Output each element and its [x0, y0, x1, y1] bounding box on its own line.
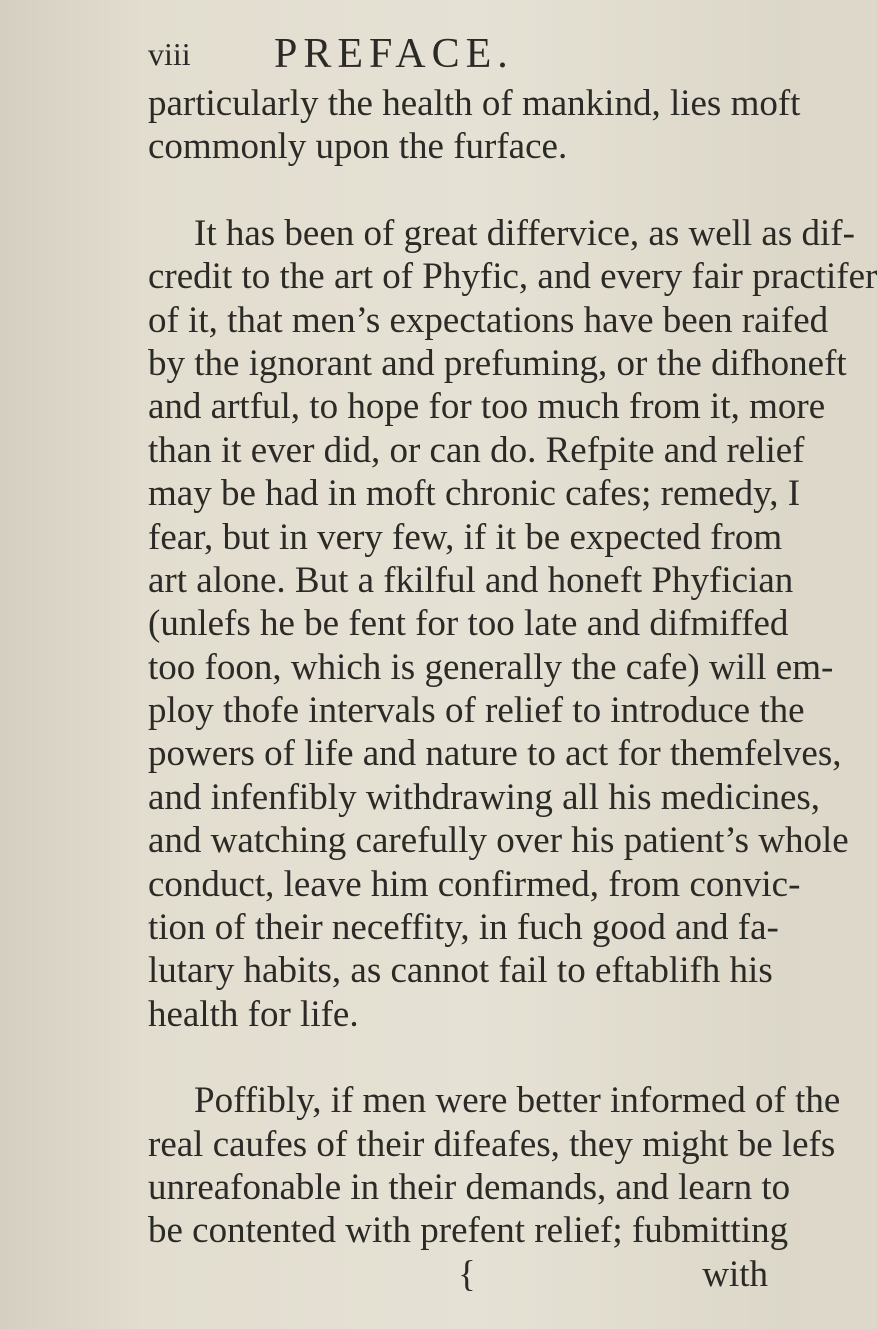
- catchword: with: [702, 1253, 768, 1295]
- text-line: than it ever did, or can do. Refpite and relief: [148, 429, 805, 471]
- text-line: and infenfibly withdrawing all his medicines,: [148, 776, 821, 818]
- text-line: may be had in moft chronic cafes; remedy, I: [148, 473, 801, 515]
- text-line: art alone. But a fkilful and honeft Phyfician: [148, 559, 794, 601]
- text-line: and watching carefully over his patient’s whole: [148, 820, 849, 862]
- body-text: [148, 82, 877, 1296]
- text-line: health for life.: [148, 993, 359, 1035]
- paragraph-gap: [148, 1036, 768, 1079]
- text-line: lutary habits, as cannot fail to eftablifh his: [148, 950, 773, 992]
- text-line: particularly the health of mankind, lies moft: [148, 83, 801, 124]
- text-line: be contented with prefent relief; fubmitting: [148, 1210, 789, 1252]
- text-line: It has been of great differvice, as well as dif-: [194, 212, 855, 254]
- text-line: fear, but in very few, if it be expected from: [148, 516, 783, 558]
- text-line: tion of their neceffity, in fuch good and fa-: [148, 907, 779, 949]
- page-footer: [148, 1253, 768, 1296]
- text-line: Poffibly, if men were better informed of the: [194, 1080, 841, 1122]
- text-line: credit to the art of Phyfic, and every fair practifer: [148, 256, 877, 298]
- page-header: [148, 30, 740, 80]
- text-line: unreafonable in their demands, and learn to: [148, 1166, 791, 1208]
- signature-mark: {: [458, 1253, 476, 1295]
- paragraph-gap: [148, 169, 768, 212]
- text-line: real caufes of their difeafes, they might be lefs: [148, 1123, 836, 1165]
- text-line: powers of life and nature to act for themfelves,: [148, 733, 842, 775]
- text-line: too foon, which is generally the cafe) will em-: [148, 646, 834, 688]
- text-line: and artful, to hope for too much from it, more: [148, 386, 826, 428]
- text-line: of it, that men’s expectations have been raifed: [148, 299, 829, 341]
- text-line: by the ignorant and prefuming, or the difhoneft: [148, 342, 847, 384]
- text-line: commonly upon the furface.: [148, 126, 568, 168]
- page-number: viii: [148, 36, 191, 72]
- running-head: PREFACE.: [274, 31, 514, 77]
- text-line: (unlefs he be fent for too late and difmiffed: [148, 603, 789, 645]
- text-line: conduct, leave him confirmed, from convic-: [148, 863, 801, 905]
- text-line: ploy thofe intervals of relief to introduce the: [148, 690, 805, 732]
